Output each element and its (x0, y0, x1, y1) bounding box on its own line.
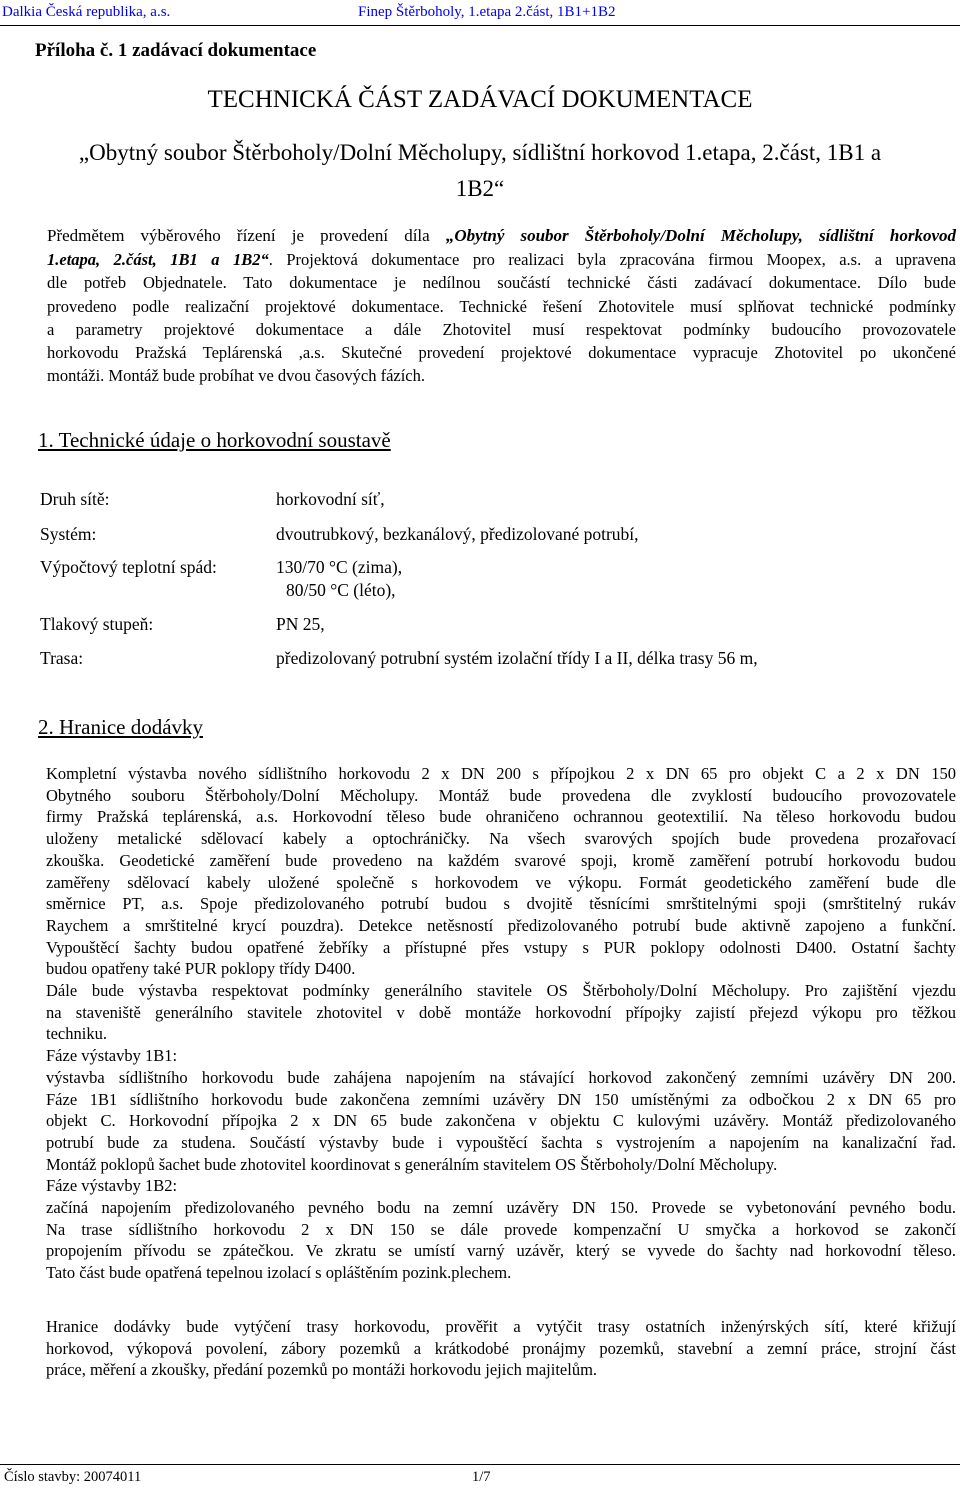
body-line: Montáž poklopů šachet bude zhotovitel koordinovat s generálním stavitelem OS Štěrboholy/Dolní Měcholupy. (46, 1154, 778, 1174)
body-line: Obytného souboru Štěrboholy/Dolní Měcholupy. Montáž bude provedena dle zvyklostí budoucího provozovatele (46, 785, 956, 805)
spec-value: horkovodní síť, (276, 489, 385, 509)
body-line: budou opatřeny také PUR poklopy třídy D400. (46, 959, 356, 979)
intro-line (47, 224, 956, 247)
header-divider (0, 25, 960, 26)
body-line: Vypouštěcí šachty budou opatřené žebříky a přístupné přes vstupy s PUR poklopy odolnosti D400. Ostatní šachty (46, 937, 956, 957)
header-project: Finep Štěrboholy, 1.etapa 2.část, 1B1+1B2 (358, 4, 616, 20)
intro-paragraph (47, 224, 956, 247)
delivery-scope-paragraph (46, 763, 956, 1284)
intro-line: dle potřeb Objednatele. Tato dokumentace je nedílnou součástí technické části zadávací dokumentace. Dílo bude (47, 273, 956, 293)
body-line: techniku. (46, 1024, 107, 1044)
phase-label: Fáze výstavby 1B1: (46, 1046, 178, 1066)
spec-value: 130/70 °C (zima), (276, 557, 403, 577)
intro-paragraph-cont (47, 248, 956, 388)
body-line: potrubí bude za studena. Součástí výstavby bude i vypouštěcí šachta s vystrojením a napojením na kanalizační řad. (46, 1132, 956, 1152)
footer-construction-number: Číslo stavby: 20074011 (4, 1469, 142, 1485)
footer-page-number: 1/7 (472, 1469, 491, 1485)
spec-label: Druh sítě: (40, 489, 110, 509)
spec-value: PN 25, (276, 614, 325, 634)
document-title: TECHNICKÁ ČÁST ZADÁVACÍ DOKUMENTACE (207, 86, 753, 113)
body-line: Fáze 1B1 sídlištního horkovodu bude zakončena zemními uzávěry DN 150 umístěnými za odbočkou 2 x DN 65 pro (46, 1089, 956, 1109)
header-company: Dalkia Česká republika, a.s. (2, 4, 171, 20)
body-line: horkovod, výkopová povolení, zábory pozemků a krátkodobé pronájmy pozemků, stavební a zemní práce, strojní část (46, 1338, 956, 1358)
intro-text: Předmětem výběrového řízení je provedení díla (47, 226, 446, 245)
annex-label: Příloha č. 1 zadávací dokumentace (35, 40, 317, 61)
spec-label: Trasa: (40, 648, 84, 668)
body-line: Tato část bude opatřená tepelnou izolací s opláštěním pozink.plechem. (46, 1263, 512, 1283)
phase-label: Fáze výstavby 1B2: (46, 1176, 178, 1196)
body-line: výstavba sídlištního horkovodu bude zahájena napojením na stávající horkovod zakončený zemními uzávěry DN 200. (46, 1067, 956, 1087)
spec-value: předizolovaný potrubní systém izolační třídy I a II, délka trasy 56 m, (276, 648, 758, 668)
spec-label: Výpočtový teplotní spád: (40, 557, 217, 577)
body-line: zaměřeny sdělovací kabely uložené společně s horkovodem ve výkopu. Formát geodetického zaměření bude dle (46, 872, 956, 892)
intro-line: horkovodu Pražská Teplárenská ,a.s. Skutečné provedení projektové dokumentace vypracuje Zhotovitel po ukončené (47, 343, 956, 363)
body-line: práce, měření a zkoušky, předání pozemků po montáži horkovodu jejich majitelům. (46, 1360, 598, 1380)
intro-line: provedeno podle realizační projektové dokumentace. Technické řešení Zhotovitele musí splňovat technické podmínky (47, 296, 956, 316)
section2-heading: 2. Hranice dodávky (38, 715, 204, 739)
spec-label: Tlakový stupeň: (40, 614, 154, 634)
spec-label: Systém: (40, 524, 97, 544)
document-subtitle-line1: „Obytný soubor Štěrboholy/Dolní Měcholupy, sídlištní horkovod 1.etapa, 2.část, 1B1 a (78, 140, 882, 165)
intro-text: . Projektová dokumentace pro realizaci byla zpracována firmou Moopex, a.s. a upravena (268, 250, 957, 269)
body-line: směrnice PT, a.s. Spoje předizolovaného potrubí budou s dvojitě těsnícími smrštitelnými spoji (smrštitelný rukáv (46, 894, 956, 914)
body-line: objekt C. Horkovodní přípojka 2 x DN 65 bude zakončena v objektu C kulovými uzávěry. Montáž předizolovaného (46, 1111, 956, 1131)
spec-value: dvoutrubkový, bezkanálový, předizolované potrubí, (276, 524, 639, 544)
body-line: na staveniště generálního stavitele zhotovitel v době montáže horkovodní přípojky zajistí přejezd výkopu pro těžkou (46, 1002, 956, 1022)
body-line: firmy Pražská teplárenská, a.s. Horkovodní těleso bude ohraničeno ochrannou geotextilií. Na těleso horkovodu budou (46, 807, 956, 827)
body-line: Hranice dodávky bude vytýčení trasy horkovodu, prověřit a vytýčit trasy ostatních inženýrských sítí, které křižují (46, 1317, 956, 1336)
intro-line (47, 248, 956, 271)
section1-heading: 1. Technické údaje o horkovodní soustavě (38, 428, 391, 452)
body-line: Na trase sídlištního horkovodu 2 x DN 150 se dále provede kompenzační U smyčka a horkovod se zakončí (46, 1219, 956, 1239)
body-line: zkouška. Geodetické zaměření bude provedeno na každém svarové spoji, kromě zaměření potrubí horkovodu budou (46, 850, 956, 870)
delivery-boundary-paragraph (46, 1316, 956, 1381)
body-line: uloženy metalické sdělovací kabely a optochráničky. Na všech svarových spojích bude provedena prozařovací (46, 829, 956, 849)
document-subtitle-line2: 1B2“ (455, 176, 505, 201)
footer-divider (0, 1464, 960, 1465)
intro-line: montáži. Montáž bude probíhat ve dvou časových fázích. (47, 366, 426, 386)
intro-line: a parametry projektové dokumentace a dále Zhotovitel musí respektovat podmínky budoucího provozovatele (47, 319, 956, 339)
body-line: začíná napojením předizolovaného pevného bodu na zemní uzávěry DN 150. Provede se vybetonování pevného bodu. (46, 1198, 956, 1218)
project-name-bold: 1.etapa, 2.část, 1B1 a 1B2“ (47, 250, 269, 269)
spec-value-secondary: 80/50 °C (léto), (286, 580, 396, 600)
body-line: Dále bude výstavba respektovat podmínky generálního stavitele OS Štěrboholy/Dolní Měcholupy. Pro zajištění vjezdu (46, 981, 956, 1001)
project-name-bold: „Obytný soubor Štěrboholy/Dolní Měcholupy, sídlištní horkovod (445, 226, 957, 245)
body-line: Kompletní výstavba nového sídlištního horkovodu 2 x DN 200 s přípojkou 2 x DN 65 pro objekt C a 2 x DN 150 (46, 764, 956, 783)
body-line: propojením přívodu se zpátečkou. Ve zkratu se umístí varný uzávěr, který se vyvede do šachty nad horkovodní těleso. (46, 1241, 956, 1261)
body-line: Raychem a smrštitelné krycí pouzdra). Detekce netěsností předizolovaného potrubí bude aktivně zapojeno a funkční. (46, 915, 956, 935)
